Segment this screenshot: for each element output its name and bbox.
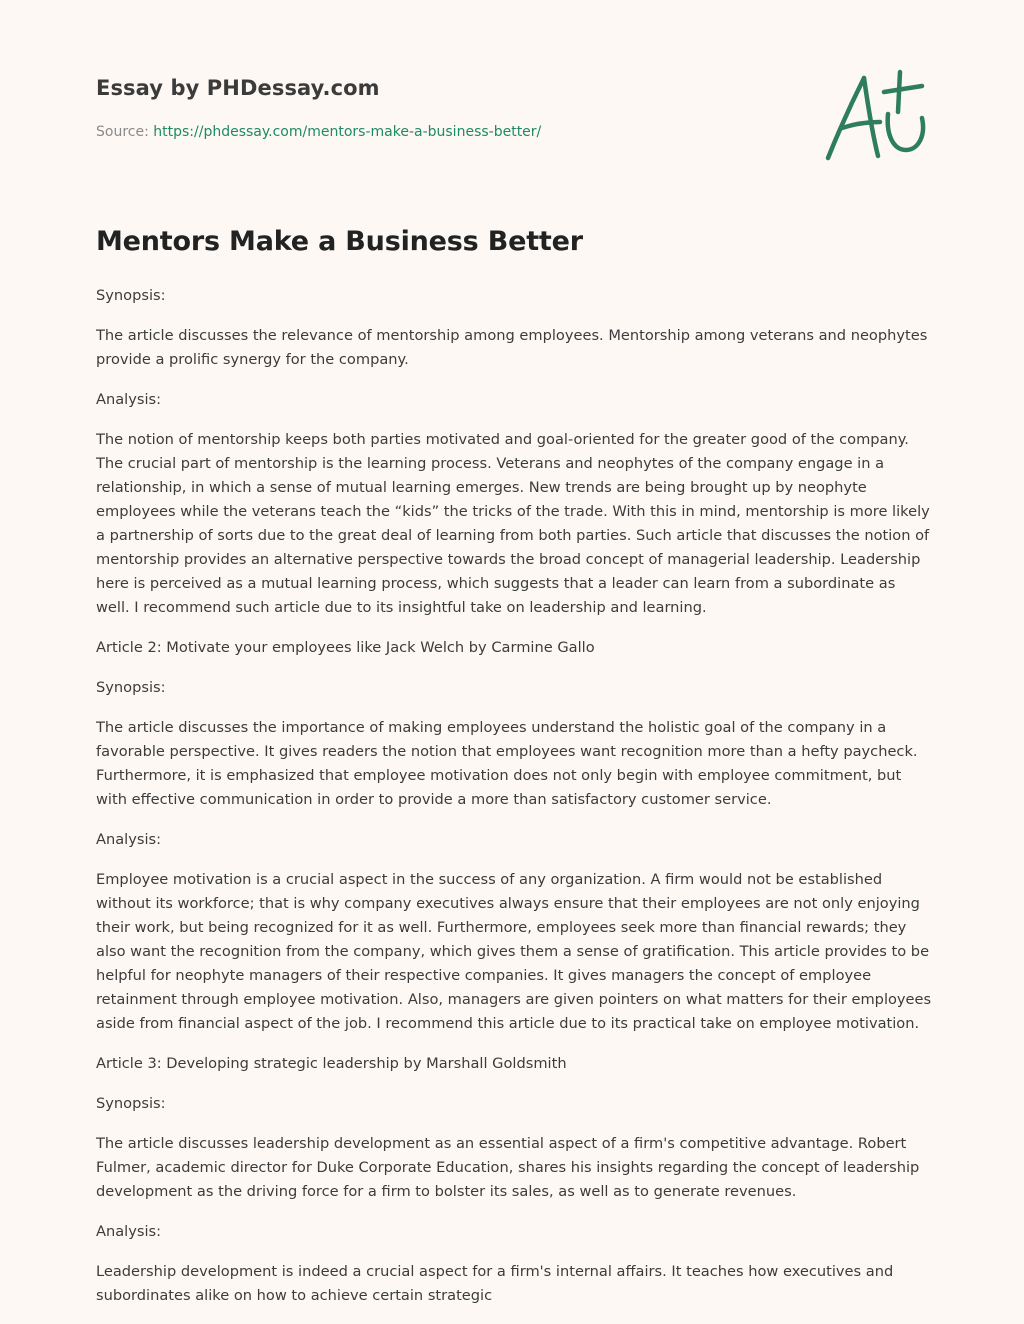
source-label: Source: <box>96 124 149 140</box>
essay-body <box>96 284 932 1324</box>
site-brand: Essay by PHDessay.com <box>96 76 380 100</box>
paragraph: Employee motivation is a crucial aspect in the success of any organization. A firm would not be established without its workforce; that is why company executives always ensure that their employees are not only enjoying their work, but being recognized for it as well. Furthermore, employees seek more than financial rewards; they also want the recognition from the company, which gives them a sense of gratification. This article provides to be helpful for neophyte managers of their respective companies. It gives managers the concept of employee retainment through employee motivation. Also, managers are given pointers on what matters for their employees aside from financial aspect of the job. I recommend this article due to its practical take on employee motivation. <box>96 871 932 1032</box>
source-link[interactable]: https://phdessay.com/mentors-make-a-business-better/ <box>153 124 542 140</box>
article-heading: Article 3: Developing strategic leadership by Marshall Goldsmith <box>96 1055 567 1072</box>
source-line <box>96 124 541 140</box>
article-heading: Article 2: Motivate your employees like Jack Welch by Carmine Gallo <box>96 639 595 656</box>
synopsis-heading: Synopsis: <box>96 1095 166 1112</box>
paragraph: The article discusses leadership development as an essential aspect of a firm's competitive advantage. Robert Fulmer, academic director for Duke Corporate Education, shares his insights regarding the concept of leadership development as the driving force for a firm to bolster its sales, as well as to generate revenues. <box>96 1135 920 1200</box>
synopsis-heading: Synopsis: <box>96 287 166 304</box>
analysis-heading: Analysis: <box>96 391 162 408</box>
synopsis-heading: Synopsis: <box>96 679 166 696</box>
paragraph: Leadership development is indeed a crucial aspect for a firm's internal affairs. It teaches how executives and subordinates alike on how to achieve certain strategic <box>96 1263 894 1304</box>
essay-title: Mentors Make a Business Better <box>96 226 583 257</box>
analysis-heading: Analysis: <box>96 831 162 848</box>
paragraph: The article discusses the importance of making employees understand the holistic goal of the company in a favorable perspective. It gives readers the notion that employees want recognition more than a hefty paycheck. Furthermore, it is emphasized that employee motivation does not only begin with employee commitment, but with effective communication in order to provide a more than satisfactory customer service. <box>96 719 918 808</box>
paragraph: The article discusses the relevance of mentorship among employees. Mentorship among veterans and neophytes provide a prolific synergy for the company. <box>96 327 928 368</box>
analysis-heading: Analysis: <box>96 1223 162 1240</box>
a-plus-logo-icon <box>818 66 930 166</box>
paragraph: The notion of mentorship keeps both parties motivated and goal-oriented for the greater good of the company. The crucial part of mentorship is the learning process. Veterans and neophytes of the company engage in a relationship, in which a sense of mutual learning emerges. New trends are being brought up by neophyte employees while the veterans teach the “kids” the tricks of the trade. With this in mind, mentorship is more likely a partnership of sorts due to the great deal of learning from both parties. Such article that discusses the notion of mentorship provides an alternative perspective towards the broad concept of managerial leadership. Leadership here is perceived as a mutual learning process, which suggests that a leader can learn from a subordinate as well. I recommend such article due to its insightful take on leadership and learning. <box>96 431 930 616</box>
